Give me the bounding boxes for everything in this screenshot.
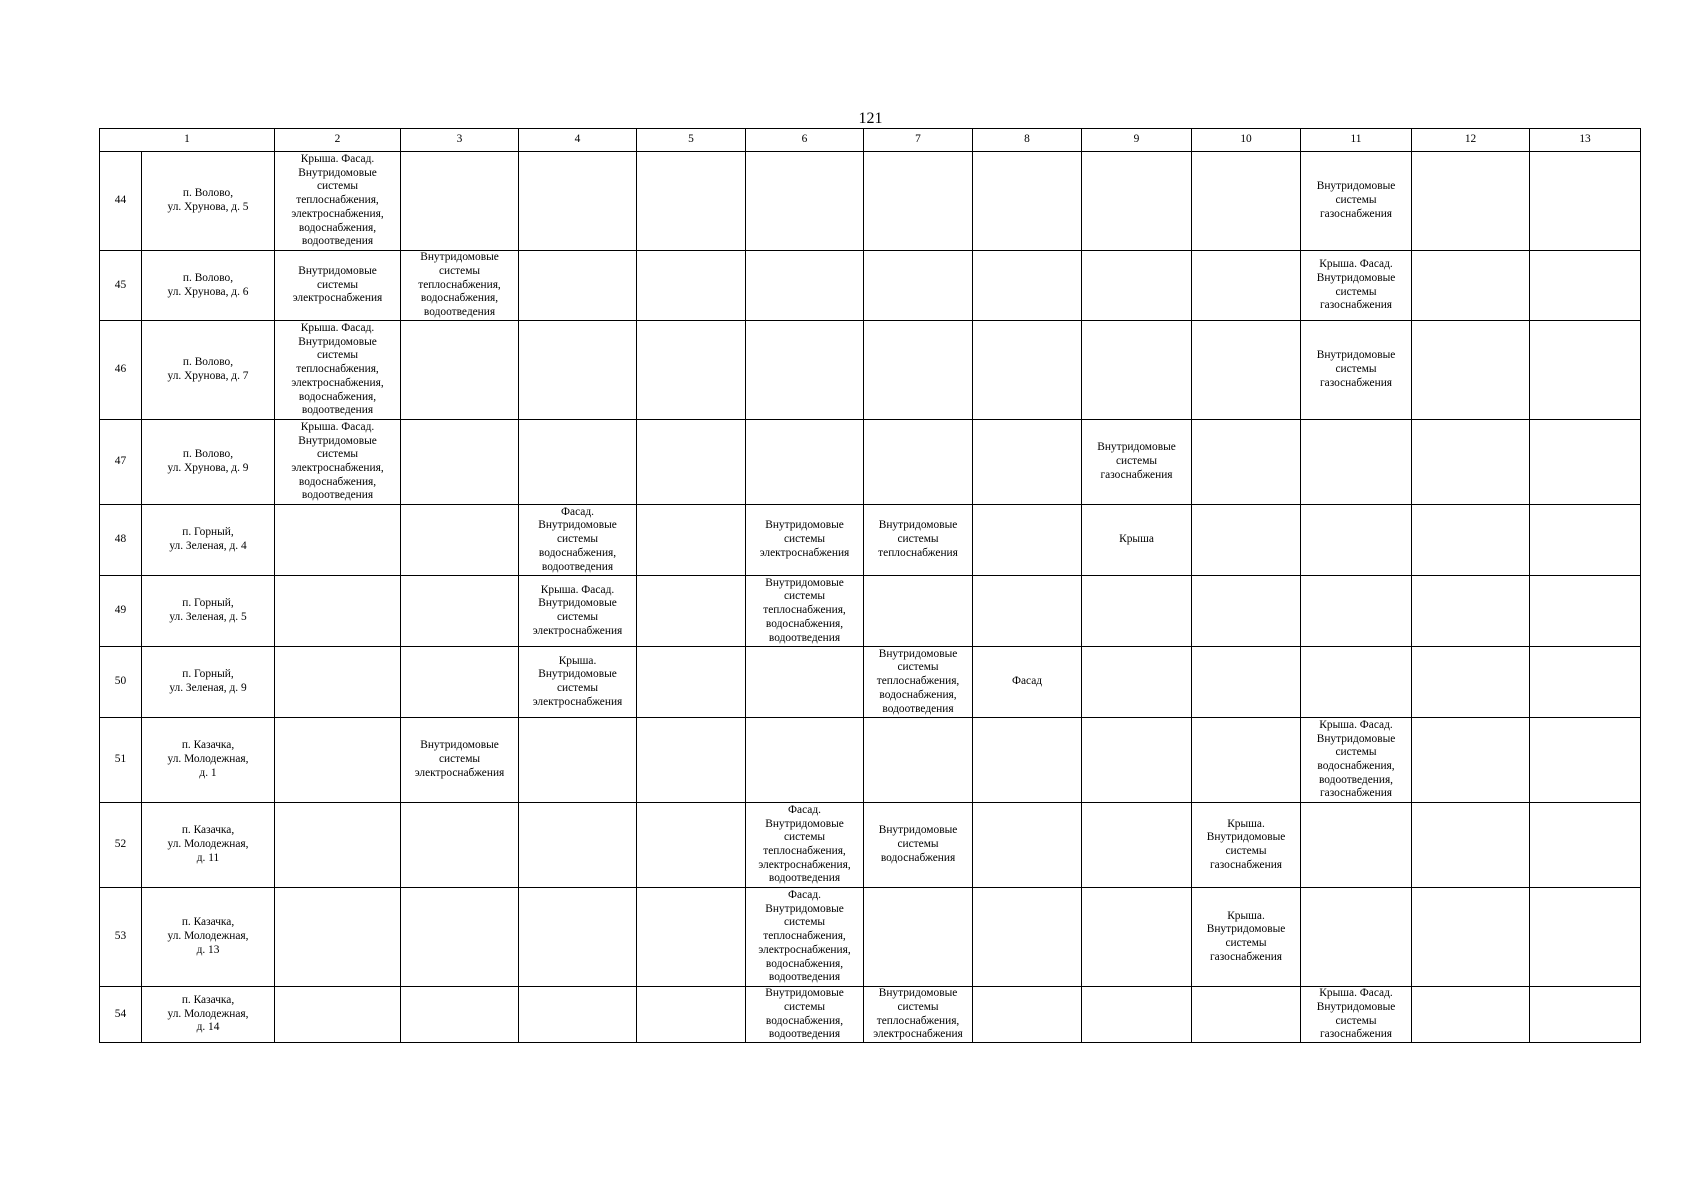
page-number: 121 [858, 110, 883, 127]
col-10-cell [1192, 321, 1301, 420]
col-9-cell [1082, 718, 1192, 803]
col-8-cell [973, 576, 1082, 647]
col-10-cell [1192, 152, 1301, 251]
col-11-cell: Крыша. Фасад. Внутридомовые системы газоснабжения [1301, 251, 1412, 321]
header-col-9: 9 [1082, 129, 1192, 152]
header-col-5: 5 [637, 129, 746, 152]
col-11-cell [1301, 505, 1412, 576]
col-4-cell [519, 718, 637, 803]
header-col-10: 10 [1192, 129, 1301, 152]
table-row [100, 321, 1641, 420]
header-col-1: 1 [100, 129, 275, 152]
col-2-cell [275, 647, 401, 718]
address-cell: п. Казачка, ул. Молодежная, д. 11 [142, 803, 275, 888]
col-4-cell: Фасад. Внутридомовые системы водоснабжения, водоотведения [519, 505, 637, 576]
table-row [100, 251, 1641, 321]
col-12-cell [1412, 420, 1530, 505]
col-12-cell [1412, 251, 1530, 321]
col-3-cell [401, 505, 519, 576]
col-8-cell: Фасад [973, 647, 1082, 718]
col-9-cell [1082, 888, 1192, 987]
col-5-cell [637, 888, 746, 987]
col-3-cell [401, 576, 519, 647]
col-6-cell: Внутридомовые системы теплоснабжения, водоснабжения, водоотведения [746, 576, 864, 647]
col-5-cell [637, 803, 746, 888]
header-col-12: 12 [1412, 129, 1530, 152]
col-12-cell [1412, 888, 1530, 987]
col-10-cell [1192, 576, 1301, 647]
header-col-4: 4 [519, 129, 637, 152]
address-cell: п. Горный, ул. Зеленая, д. 4 [142, 505, 275, 576]
col-3-cell [401, 803, 519, 888]
col-4-cell [519, 987, 637, 1043]
col-6-cell: Внутридомовые системы водоснабжения, водоотведения [746, 987, 864, 1043]
col-10-cell: Крыша. Внутридомовые системы газоснабжения [1192, 888, 1301, 987]
col-7-cell [864, 718, 973, 803]
table-row [100, 152, 1641, 251]
col-5-cell [637, 718, 746, 803]
col-12-cell [1412, 718, 1530, 803]
col-13-cell [1530, 987, 1641, 1043]
col-13-cell [1530, 420, 1641, 505]
col-11-cell: Крыша. Фасад. Внутридомовые системы газоснабжения [1301, 987, 1412, 1043]
col-2-cell [275, 576, 401, 647]
col-4-cell [519, 803, 637, 888]
col-7-cell [864, 420, 973, 505]
col-5-cell [637, 576, 746, 647]
col-13-cell [1530, 888, 1641, 987]
col-7-cell [864, 251, 973, 321]
repair-schedule-table [99, 128, 1641, 1043]
col-4-cell [519, 321, 637, 420]
col-12-cell [1412, 321, 1530, 420]
col-6-cell [746, 321, 864, 420]
col-7-cell [864, 152, 973, 251]
col-2-cell: Внутридомовые системы электроснабжения [275, 251, 401, 321]
address-cell: п. Горный, ул. Зеленая, д. 9 [142, 647, 275, 718]
table-body [100, 152, 1641, 1043]
row-number: 54 [100, 987, 142, 1043]
col-4-cell [519, 420, 637, 505]
col-9-cell [1082, 251, 1192, 321]
col-9-cell [1082, 803, 1192, 888]
address-cell: п. Волово, ул. Хрунова, д. 9 [142, 420, 275, 505]
header-col-8: 8 [973, 129, 1082, 152]
table-row [100, 888, 1641, 987]
col-6-cell [746, 251, 864, 321]
header-col-3: 3 [401, 129, 519, 152]
col-5-cell [637, 321, 746, 420]
col-9-cell: Крыша [1082, 505, 1192, 576]
col-6-cell: Фасад. Внутридомовые системы теплоснабжения, электроснабжения, водоотведения [746, 803, 864, 888]
col-10-cell [1192, 718, 1301, 803]
col-3-cell: Внутридомовые системы электроснабжения [401, 718, 519, 803]
col-9-cell [1082, 647, 1192, 718]
header-col-2: 2 [275, 129, 401, 152]
col-11-cell [1301, 576, 1412, 647]
col-8-cell [973, 718, 1082, 803]
col-8-cell [973, 152, 1082, 251]
col-7-cell [864, 321, 973, 420]
address-cell: п. Волово, ул. Хрунова, д. 6 [142, 251, 275, 321]
col-3-cell [401, 152, 519, 251]
col-13-cell [1530, 803, 1641, 888]
col-8-cell [973, 251, 1082, 321]
row-number: 51 [100, 718, 142, 803]
col-7-cell: Внутридомовые системы теплоснабжения, электроснабжения [864, 987, 973, 1043]
row-number: 45 [100, 251, 142, 321]
row-number: 53 [100, 888, 142, 987]
col-10-cell [1192, 420, 1301, 505]
row-number: 49 [100, 576, 142, 647]
col-12-cell [1412, 505, 1530, 576]
table-row [100, 505, 1641, 576]
col-8-cell [973, 420, 1082, 505]
address-cell: п. Казачка, ул. Молодежная, д. 1 [142, 718, 275, 803]
col-3-cell [401, 647, 519, 718]
col-13-cell [1530, 505, 1641, 576]
col-5-cell [637, 251, 746, 321]
col-7-cell [864, 888, 973, 987]
col-12-cell [1412, 987, 1530, 1043]
address-cell: п. Казачка, ул. Молодежная, д. 13 [142, 888, 275, 987]
col-2-cell [275, 888, 401, 987]
col-8-cell [973, 888, 1082, 987]
col-6-cell [746, 718, 864, 803]
col-12-cell [1412, 152, 1530, 251]
col-5-cell [637, 987, 746, 1043]
address-cell: п. Волово, ул. Хрунова, д. 7 [142, 321, 275, 420]
col-6-cell [746, 420, 864, 505]
col-11-cell: Внутридомовые системы газоснабжения [1301, 321, 1412, 420]
row-number: 52 [100, 803, 142, 888]
col-12-cell [1412, 647, 1530, 718]
col-2-cell [275, 505, 401, 576]
table-row [100, 803, 1641, 888]
row-number: 50 [100, 647, 142, 718]
col-9-cell [1082, 152, 1192, 251]
col-11-cell [1301, 803, 1412, 888]
col-10-cell [1192, 987, 1301, 1043]
col-4-cell [519, 888, 637, 987]
col-13-cell [1530, 321, 1641, 420]
row-number: 44 [100, 152, 142, 251]
header-col-6: 6 [746, 129, 864, 152]
col-10-cell [1192, 647, 1301, 718]
table-header [100, 129, 1641, 152]
col-13-cell [1530, 576, 1641, 647]
col-11-cell [1301, 647, 1412, 718]
col-4-cell [519, 251, 637, 321]
col-7-cell: Внутридомовые системы водоснабжения [864, 803, 973, 888]
col-9-cell [1082, 321, 1192, 420]
col-10-cell [1192, 505, 1301, 576]
col-11-cell: Крыша. Фасад. Внутридомовые системы водоснабжения, водоотведения, газоснабжения [1301, 718, 1412, 803]
header-col-13: 13 [1530, 129, 1641, 152]
col-9-cell: Внутридомовые системы газоснабжения [1082, 420, 1192, 505]
col-6-cell: Фасад. Внутридомовые системы теплоснабжения, электроснабжения, водоснабжения, водоотведения [746, 888, 864, 987]
col-8-cell [973, 987, 1082, 1043]
col-2-cell [275, 718, 401, 803]
col-3-cell [401, 987, 519, 1043]
col-11-cell [1301, 888, 1412, 987]
col-10-cell: Крыша. Внутридомовые системы газоснабжения [1192, 803, 1301, 888]
header-col-11: 11 [1301, 129, 1412, 152]
col-5-cell [637, 420, 746, 505]
table-row [100, 576, 1641, 647]
col-3-cell [401, 420, 519, 505]
row-number: 48 [100, 505, 142, 576]
address-cell: п. Волово, ул. Хрунова, д. 5 [142, 152, 275, 251]
col-13-cell [1530, 152, 1641, 251]
col-8-cell [973, 803, 1082, 888]
col-4-cell: Крыша. Внутридомовые системы электроснабжения [519, 647, 637, 718]
address-cell: п. Горный, ул. Зеленая, д. 5 [142, 576, 275, 647]
col-5-cell [637, 647, 746, 718]
col-5-cell [637, 505, 746, 576]
col-8-cell [973, 505, 1082, 576]
col-5-cell [637, 152, 746, 251]
table-row [100, 647, 1641, 718]
col-4-cell: Крыша. Фасад. Внутридомовые системы электроснабжения [519, 576, 637, 647]
table-row [100, 987, 1641, 1043]
table-row [100, 718, 1641, 803]
col-9-cell [1082, 987, 1192, 1043]
col-13-cell [1530, 718, 1641, 803]
col-3-cell: Внутридомовые системы теплоснабжения, водоснабжения, водоотведения [401, 251, 519, 321]
col-7-cell: Внутридомовые системы теплоснабжения, водоснабжения, водоотведения [864, 647, 973, 718]
col-10-cell [1192, 251, 1301, 321]
col-13-cell [1530, 647, 1641, 718]
col-2-cell [275, 987, 401, 1043]
col-2-cell: Крыша. Фасад. Внутридомовые системы электроснабжения, водоснабжения, водоотведения [275, 420, 401, 505]
row-number: 47 [100, 420, 142, 505]
col-11-cell: Внутридомовые системы газоснабжения [1301, 152, 1412, 251]
col-6-cell [746, 647, 864, 718]
col-2-cell: Крыша. Фасад. Внутридомовые системы теплоснабжения, электроснабжения, водоснабжения, водоотведения [275, 152, 401, 251]
col-7-cell [864, 576, 973, 647]
col-3-cell [401, 888, 519, 987]
col-2-cell: Крыша. Фасад. Внутридомовые системы теплоснабжения, электроснабжения, водоснабжения, водоотведения [275, 321, 401, 420]
table-row [100, 420, 1641, 505]
header-col-7: 7 [864, 129, 973, 152]
col-12-cell [1412, 803, 1530, 888]
row-number: 46 [100, 321, 142, 420]
col-3-cell [401, 321, 519, 420]
col-6-cell [746, 152, 864, 251]
col-2-cell [275, 803, 401, 888]
col-13-cell [1530, 251, 1641, 321]
address-cell: п. Казачка, ул. Молодежная, д. 14 [142, 987, 275, 1043]
col-7-cell: Внутридомовые системы теплоснабжения [864, 505, 973, 576]
col-12-cell [1412, 576, 1530, 647]
col-8-cell [973, 321, 1082, 420]
col-9-cell [1082, 576, 1192, 647]
col-4-cell [519, 152, 637, 251]
header-row [100, 129, 1641, 152]
col-11-cell [1301, 420, 1412, 505]
col-6-cell: Внутридомовые системы электроснабжения [746, 505, 864, 576]
